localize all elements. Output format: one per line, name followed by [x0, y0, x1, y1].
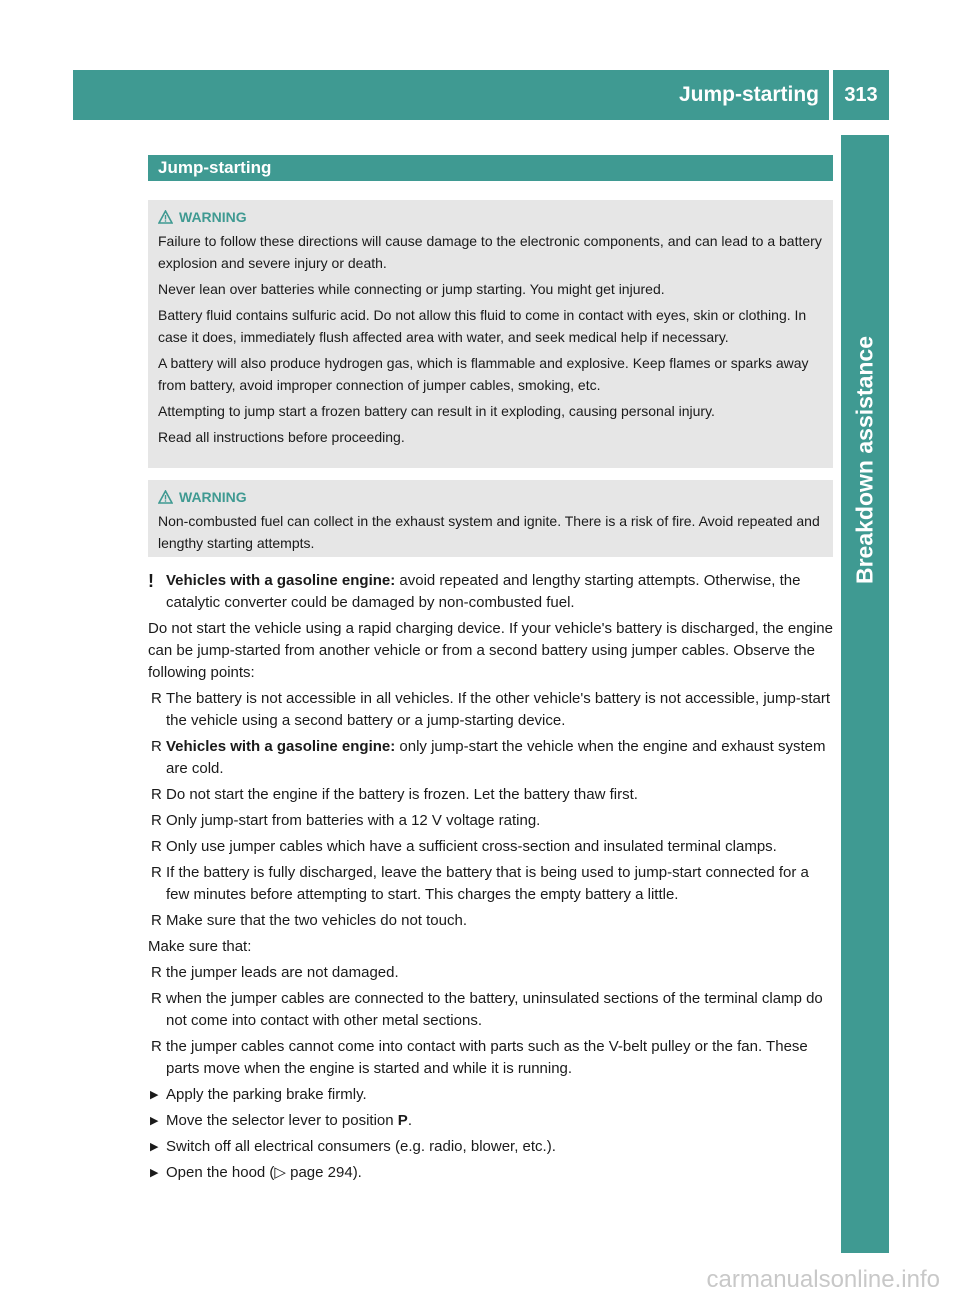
step-item [148, 1162, 833, 1184]
note [148, 570, 833, 614]
header-bar [73, 70, 829, 120]
warning-paragraph: Attempting to jump start a frozen battery can result in it exploding, causing personal injury. [158, 403, 715, 419]
list-item-bold: Vehicles with a gasoline engine: [166, 738, 396, 755]
list-item-text: when the jumper cables are connected to the battery, uninsulated sections of the terminal clamp do not come into contact with other metal sections. [166, 990, 823, 1029]
step-item [148, 1084, 833, 1106]
list-item-text [166, 862, 833, 906]
step-suffix: page 294). [290, 1164, 362, 1181]
step-body: Apply the parking brake firmly. [166, 1086, 367, 1103]
list-item-text: the jumper leads are not damaged. [166, 964, 399, 981]
list-item-body: Make sure that the two vehicles do not touch. [166, 912, 468, 929]
make-sure-heading: Make sure that: [148, 938, 252, 955]
step-suffix: . [407, 1112, 412, 1129]
warning-text [158, 510, 825, 554]
list-item-text: the jumper cables cannot come into contact with parts such as the V-belt pulley or the fan. These parts move when the engine is started and while it is running. [166, 1038, 808, 1077]
step-arrow-icon: ▶ [150, 1167, 159, 1179]
bullet-icon: R [151, 838, 162, 855]
step-body: Switch off all electrical consumers (e.g. radio, blower, etc.). [166, 1138, 556, 1155]
bullet-icon: R [151, 738, 162, 755]
bullet-icon: R [151, 690, 162, 707]
list-item-body: Do not start the engine if the battery is frozen. Let the battery thaw first. [166, 786, 638, 803]
step-arrow-icon: ▶ [150, 1141, 159, 1153]
section-title: Jump-starting [148, 155, 833, 181]
step-text [166, 1162, 362, 1184]
list-item-text [166, 736, 833, 780]
list-item-text [166, 810, 540, 832]
list-item [148, 784, 833, 806]
list-item [148, 910, 833, 932]
side-tab [841, 135, 889, 1205]
main-content [148, 570, 833, 1188]
list-item [148, 962, 833, 984]
step-bold: P [397, 1112, 408, 1129]
warning-header [158, 206, 825, 228]
intro-paragraph: Do not start the vehicle using a rapid charging device. If your vehicle's battery is discharged, the engine can be jump-started from another vehicle or from a second battery using jumper cables. Observe the following points: [148, 620, 833, 681]
bullet-icon: R [151, 812, 162, 829]
warning-label: WARNING [179, 209, 247, 225]
bullet-icon: R [151, 912, 162, 929]
list-item [148, 1036, 833, 1080]
side-tab-marker [841, 1205, 889, 1253]
warning-paragraph: Battery fluid contains sulfuric acid. Do not allow this fluid to come in contact with eyes, skin or clothing. In case it does, immediately flush affected area with water, and seek medical help if necessary. [158, 307, 807, 345]
points-list [148, 688, 833, 932]
list-item-body: If the battery is fully discharged, leave the battery that is being used to jump-start connected for a few minutes before attempting to start. This charges the empty battery a little. [166, 864, 809, 903]
list-item [148, 810, 833, 832]
warning-box-1 [148, 200, 833, 468]
warning-paragraph: A battery will also produce hydrogen gas, which is flammable and explosive. Keep flames or sparks away from battery, avoid improper connection of jumper cables, smoking, etc. [158, 355, 809, 393]
list-item-text [166, 910, 467, 932]
header-title: Jump-starting [678, 83, 819, 106]
warning-paragraph: Never lean over batteries while connecting or jump starting. You might get injured. [158, 281, 665, 297]
step-body: Open the hood ( [166, 1164, 275, 1181]
bullet-icon: R [151, 864, 162, 881]
list-item-body: only jump-start the vehicle when the engine and exhaust system are cold. [166, 738, 826, 777]
step-body: Move the selector lever to position [166, 1112, 398, 1129]
warning-icon [158, 210, 173, 224]
page-ref-icon: ▷ [274, 1164, 291, 1181]
steps-list [148, 1084, 833, 1184]
page-number: 313 [833, 70, 889, 120]
warning-text [158, 230, 825, 448]
list-item [148, 736, 833, 780]
warning-paragraph: Read all instructions before proceeding. [158, 429, 405, 445]
step-text [166, 1110, 412, 1132]
warning-paragraph: Non-combusted fuel can collect in the exhaust system and ignite. There is a risk of fire. Avoid repeated and lengthy starting attempts. [158, 513, 820, 551]
list-item-body: Only jump-start from batteries with a 12 V voltage rating. [166, 812, 541, 829]
step-text [166, 1136, 556, 1158]
warning-box-2 [148, 480, 833, 557]
step-item [148, 1110, 833, 1132]
list-item [148, 988, 833, 1032]
list-item-body: The battery is not accessible in all vehicles. If the other vehicle's battery is not accessible, jump-start the vehicle using a second battery or a jump-starting device. [166, 690, 830, 729]
exclamation-icon: ! [148, 571, 154, 591]
list-item [148, 688, 833, 732]
note-text: avoid repeated and lengthy starting attempts. Otherwise, the catalytic converter could be damaged by non-combusted fuel. [166, 572, 801, 611]
side-tab-label: Breakdown assistance [851, 335, 878, 585]
warning-header [158, 486, 825, 508]
warning-paragraph: Failure to follow these directions will cause damage to the electronic components, and can lead to a battery explosion and severe injury or death. [158, 233, 822, 271]
list-item-body: Only use jumper cables which have a sufficient cross-section and insulated terminal clamps. [166, 838, 777, 855]
step-arrow-icon: ▶ [150, 1089, 159, 1101]
note-bold: Vehicles with a gasoline engine: [166, 572, 396, 589]
bullet-icon: R [151, 786, 162, 803]
warning-icon [158, 490, 173, 504]
bullet-icon: R [151, 990, 162, 1007]
make-sure-list [148, 962, 833, 1080]
list-item-text [166, 688, 833, 732]
list-item [148, 836, 833, 858]
list-item [148, 862, 833, 906]
watermark: carmanualsonline.info [706, 1266, 940, 1293]
bullet-icon: R [151, 1038, 162, 1055]
step-text [166, 1084, 367, 1106]
list-item-text [166, 836, 777, 858]
step-arrow-icon: ▶ [150, 1115, 159, 1127]
bullet-icon: R [151, 964, 162, 981]
step-item [148, 1136, 833, 1158]
warning-label: WARNING [179, 489, 247, 505]
list-item-text [166, 784, 638, 806]
